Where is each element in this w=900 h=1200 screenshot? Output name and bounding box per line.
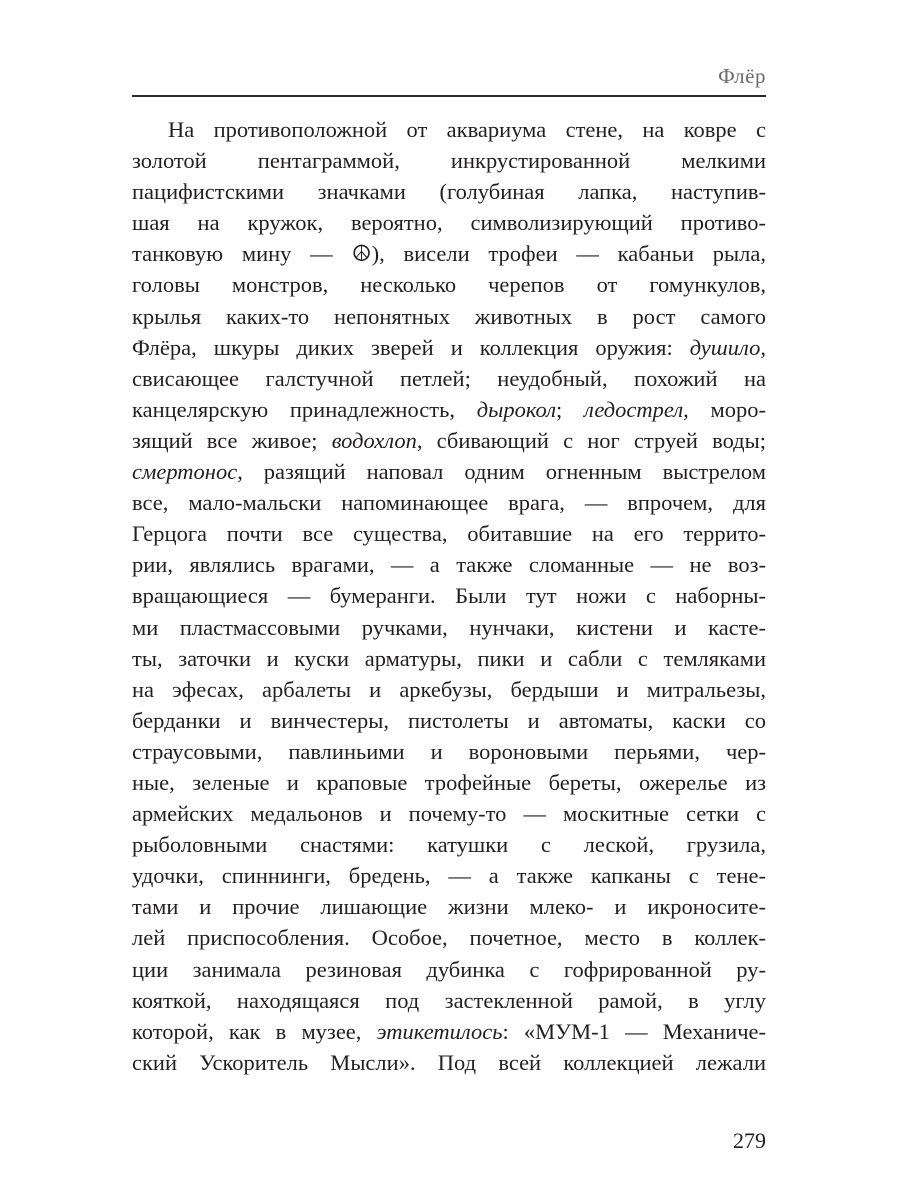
text-segment: , сбивающий с ног струей воды;: [416, 427, 766, 453]
text-line: [132, 829, 766, 860]
text-segment: Герцога почти все существа, обитавшие на его террито-: [132, 521, 766, 547]
text-segment: , моро-: [683, 396, 766, 422]
text-segment: которой, как в музее,: [132, 1018, 377, 1044]
text-line: [132, 1047, 766, 1078]
text-line: [132, 922, 766, 953]
text-segment: на эфесах, арбалеты и аркебузы, бердыши и митральезы,: [132, 676, 766, 702]
text-line: [132, 456, 766, 487]
text-line: [132, 1016, 766, 1047]
text-segment: вращающиеся — бумеранги. Были тут ножи с наборны-: [132, 583, 766, 609]
text-segment: все, мало-мальски напоминающее врага, — впрочем, для: [132, 490, 766, 516]
text-segment: : «МУМ-1 — Механиче-: [502, 1018, 766, 1044]
italic-term: этикетилось: [376, 1018, 503, 1044]
text-line: [132, 332, 766, 363]
text-segment: ,: [760, 334, 766, 360]
text-segment: золотой пентаграммой, инкрустированной мелкими: [132, 148, 766, 174]
text-line: [132, 985, 766, 1016]
text-segment: ции занимала резиновая дубинка с гофрированной ру-: [132, 956, 766, 982]
text-segment: ные, зеленые и краповые трофейные береты, ожерелье из: [132, 769, 766, 795]
text-line: [132, 518, 766, 549]
text-segment: рии, являлись врагами, — а также сломанные — не воз-: [132, 552, 766, 578]
italic-term: ледострел: [584, 396, 684, 422]
text-segment: армейских медальонов и почему-то — москитные сетки с: [132, 801, 766, 827]
text-line: [132, 425, 766, 456]
text-segment: тами и прочие лишающие жизни млеко- и икроносите-: [132, 894, 766, 920]
text-line: [132, 238, 766, 269]
text-line: [132, 114, 766, 145]
text-line: [132, 487, 766, 518]
text-segment: канцелярскую принадлежность,: [132, 396, 477, 422]
text-segment: свисающее галстучной петлей; неудобный, похожий на: [132, 365, 766, 391]
text-segment: На противоположной от аквариума стене, на ковре с: [168, 117, 766, 142]
text-line: [132, 612, 766, 643]
text-segment: берданки и винчестеры, пистолеты и автоматы, каски со: [132, 707, 766, 733]
italic-term: дырокол: [476, 396, 557, 422]
header-rule: [132, 95, 766, 97]
text-segment: кояткой, находящаяся под застекленной рамой, в углу: [132, 987, 766, 1013]
italic-term: водохлоп: [331, 427, 417, 453]
text-line: [132, 207, 766, 238]
text-line: [132, 674, 766, 705]
text-segment: танковую мину — ☮), висели трофеи — кабаньи рыла,: [132, 241, 766, 267]
text-segment: ;: [556, 396, 584, 422]
text-segment: рыболовными снастями: катушки с леской, грузила,: [132, 832, 766, 858]
text-segment: шая на кружок, вероятно, символизирующий противо-: [132, 210, 766, 236]
italic-term: смертонос: [132, 459, 238, 485]
text-line: [132, 705, 766, 736]
text-line: [132, 145, 766, 176]
text-line: [132, 643, 766, 674]
text-line: [132, 301, 766, 332]
text-segment: ский Ускоритель Мысли». Под всей коллекцией лежали: [132, 1049, 766, 1075]
text-segment: страусовыми, павлиньими и вороновыми перьями, чер-: [132, 738, 766, 764]
text-segment: ты, заточки и куски арматуры, пики и сабли с темляками: [132, 645, 766, 671]
text-line: [132, 736, 766, 767]
text-segment: пацифистскими значками (голубиная лапка, наступив-: [132, 179, 766, 205]
text-line: [132, 394, 766, 425]
text-line: [132, 580, 766, 611]
text-segment: Флёра, шкуры диких зверей и коллекция оружия:: [132, 334, 690, 360]
running-head-title: Флёр: [718, 64, 766, 88]
page-number: 279: [733, 1128, 766, 1153]
text-segment: лей приспособления. Особое, почетное, место в коллек-: [132, 925, 766, 951]
body-text: [132, 114, 766, 1078]
text-segment: ми пластмассовыми ручками, нунчаки, кистени и касте-: [132, 614, 766, 640]
text-segment: зящий все живое;: [132, 427, 332, 453]
text-line: [132, 549, 766, 580]
text-segment: удочки, спиннинги, бредень, — а также капканы с тене-: [132, 863, 766, 889]
text-line: [132, 798, 766, 829]
text-line: [132, 363, 766, 394]
text-segment: головы монстров, несколько черепов от гомункулов,: [132, 272, 766, 298]
text-line: [132, 269, 766, 300]
text-line: [132, 767, 766, 798]
text-line: [132, 954, 766, 985]
text-segment: крылья каких-то непонятных животных в рост самого: [132, 303, 766, 329]
text-line: [132, 176, 766, 207]
text-segment: , разящий наповал одним огненным выстрелом: [237, 459, 766, 485]
text-line: [132, 860, 766, 891]
italic-term: душило: [689, 334, 761, 360]
text-line: [132, 891, 766, 922]
